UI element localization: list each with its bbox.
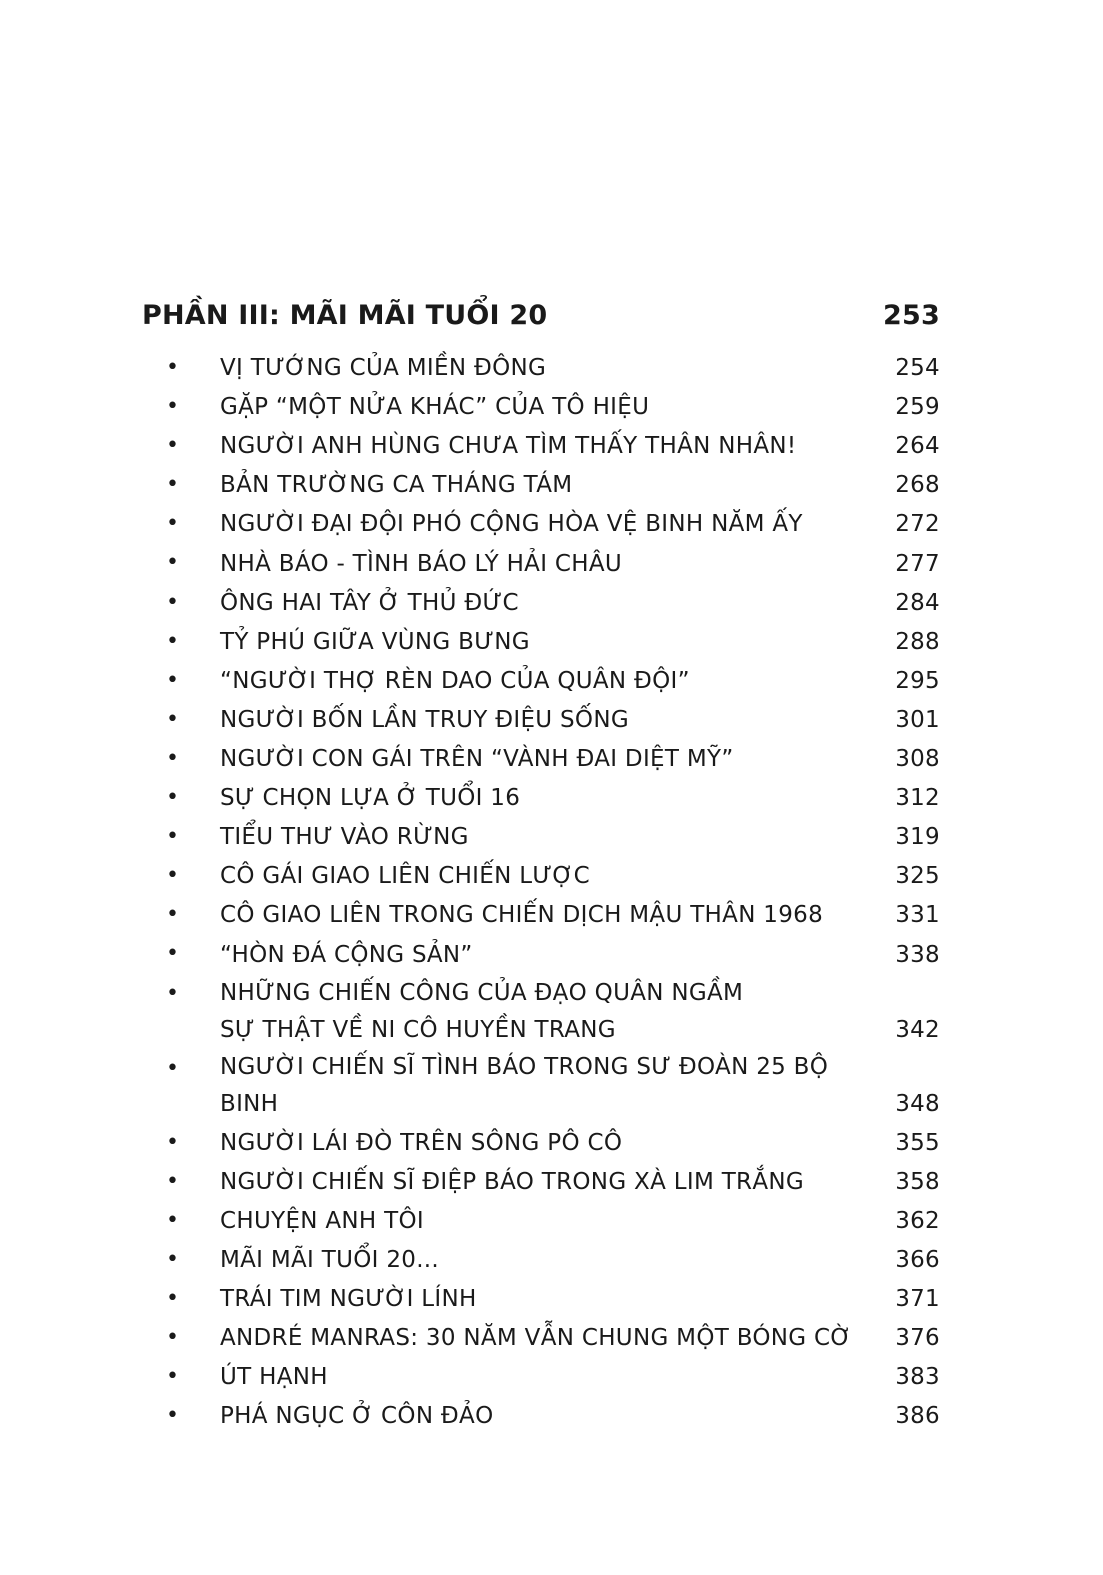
- toc-entry-page-number: 272: [895, 511, 940, 538]
- toc-entry: [142, 817, 940, 856]
- toc-entry-title: NGƯỜI ĐẠI ĐỘI PHÓ CỘNG HÒA VỆ BINH NĂM ẤY: [220, 511, 803, 538]
- toc-entry-page-number: 319: [895, 824, 940, 851]
- toc-entry: [142, 739, 940, 778]
- toc-entry-title: PHÁ NGỤC Ở CÔN ĐẢO: [220, 1403, 494, 1430]
- bullet-icon: •: [166, 1403, 180, 1429]
- toc-entry: [142, 1396, 940, 1435]
- toc-entry-page-number: 386: [895, 1403, 940, 1430]
- toc-entry: [142, 543, 940, 582]
- toc-entry-title: NHÀ BÁO - TÌNH BÁO LÝ HẢI CHÂU: [220, 550, 623, 577]
- toc-entry-title: CÔ GÁI GIAO LIÊN CHIẾN LƯỢC: [220, 863, 591, 890]
- toc-entry-title: “HÒN ĐÁ CỘNG SẢN”: [220, 941, 473, 968]
- toc-entry-page-number: 362: [895, 1207, 940, 1234]
- toc-entry: [142, 1123, 940, 1162]
- toc-entry: [142, 1201, 940, 1240]
- toc-entry-page-number: 348: [895, 1090, 940, 1117]
- toc-entry-page-number: 376: [895, 1325, 940, 1352]
- toc-entry: [142, 661, 940, 700]
- bullet-icon: •: [166, 980, 180, 1006]
- toc-entry-page-number: 338: [895, 941, 940, 968]
- section-page-number: 253: [883, 300, 940, 331]
- bullet-icon: •: [166, 472, 180, 498]
- bullet-icon: •: [166, 824, 180, 850]
- toc-entry: [142, 778, 940, 817]
- toc-entry-page-number: 284: [895, 589, 940, 616]
- toc-entry-title: TRÁI TIM NGƯỜI LÍNH: [220, 1285, 477, 1312]
- toc-entry: [142, 895, 940, 934]
- toc-entry-title: NGƯỜI CHIẾN SĨ TÌNH BÁO TRONG SƯ ĐOÀN 25 BỘ BINH: [220, 1053, 829, 1117]
- bullet-icon: •: [166, 1285, 180, 1311]
- bullet-icon: •: [166, 355, 180, 380]
- toc-entry-page-number: 371: [895, 1285, 940, 1312]
- bullet-icon: •: [166, 433, 180, 459]
- toc-entry: [142, 934, 940, 973]
- toc-entry-page-number: 301: [895, 706, 940, 733]
- toc-entry-title: GẶP “MỘT NỬA KHÁC” CỦA TÔ HIỆU: [220, 394, 650, 421]
- section-header: [142, 300, 940, 348]
- toc-entry-title: NGƯỜI LÁI ĐÒ TRÊN SÔNG PÔ CÔ: [220, 1129, 623, 1156]
- bullet-icon: •: [166, 589, 180, 615]
- toc-entry-title: CHUYỆN ANH TÔI: [220, 1207, 424, 1234]
- toc-entry-page-number: 325: [895, 863, 940, 890]
- toc-entry-page-number: 308: [895, 746, 940, 773]
- toc-entry: [142, 583, 940, 622]
- toc-entry: [142, 426, 940, 465]
- toc-entry-title: NGƯỜI BỐN LẦN TRUY ĐIỆU SỐNG: [220, 706, 629, 733]
- toc-entry-page-number: 259: [895, 394, 940, 421]
- toc-entry-title: NGƯỜI CON GÁI TRÊN “VÀNH ĐAI DIỆT MỸ”: [220, 746, 734, 773]
- toc-entry: [142, 1357, 940, 1396]
- toc-entry-title: ANDRÉ MANRAS: 30 NĂM VẪN CHUNG MỘT BÓNG CỜ: [220, 1325, 852, 1352]
- toc-entry: [142, 504, 940, 543]
- toc-entry-title: VỊ TƯỚNG CỦA MIỀN ĐÔNG: [220, 355, 547, 382]
- toc-entry-title: SỰ CHỌN LỰA Ở TUỔI 16: [220, 785, 521, 812]
- toc-entry: [142, 387, 940, 426]
- bullet-icon: •: [166, 1207, 180, 1233]
- section-title: PHẦN III: MÃI MÃI TUỔI 20: [142, 300, 548, 331]
- bullet-icon: •: [166, 1364, 180, 1390]
- toc-entry: [142, 465, 940, 504]
- bullet-icon: •: [166, 550, 180, 576]
- table-of-contents: [142, 300, 940, 1435]
- bullet-icon: •: [166, 667, 180, 693]
- bullet-icon: •: [166, 628, 180, 654]
- bullet-icon: •: [166, 706, 180, 732]
- toc-entry-title: “NGƯỜI THỢ RÈN DAO CỦA QUÂN ĐỘI”: [220, 667, 690, 694]
- bullet-icon: •: [166, 1055, 180, 1081]
- toc-entry-title: ÔNG HAI TÂY Ở THỦ ĐỨC: [220, 589, 519, 616]
- toc-entry-page-number: 342: [895, 1016, 940, 1043]
- toc-entry-title: CÔ GIAO LIÊN TRONG CHIẾN DỊCH MẬU THÂN 1968: [220, 902, 824, 929]
- bullet-icon: •: [166, 785, 180, 811]
- bullet-icon: •: [166, 1129, 180, 1155]
- toc-entry: [142, 700, 940, 739]
- bullet-icon: •: [166, 941, 180, 967]
- toc-entry: [142, 974, 940, 1049]
- bullet-icon: •: [166, 1246, 180, 1272]
- toc-entry-page-number: 331: [895, 902, 940, 929]
- toc-entry: [142, 1240, 940, 1279]
- toc-entry: [142, 1279, 940, 1318]
- toc-entry-title: BẢN TRƯỜNG CA THÁNG TÁM: [220, 472, 573, 499]
- toc-entry: [142, 1162, 940, 1201]
- toc-entry-title: TỶ PHÚ GIỮA VÙNG BƯNG: [220, 628, 530, 655]
- toc-entry-title: NGƯỜI CHIẾN SĨ ĐIỆP BÁO TRONG XÀ LIM TRẮNG: [220, 1168, 804, 1195]
- toc-entry-title: ÚT HẠNH: [220, 1364, 328, 1391]
- toc-entry-page-number: 312: [895, 785, 940, 812]
- toc-entry-page-number: 264: [895, 433, 940, 460]
- bullet-icon: •: [166, 511, 180, 537]
- toc-entry: [142, 1318, 940, 1357]
- bullet-icon: •: [166, 863, 180, 889]
- toc-entry-page-number: 268: [895, 472, 940, 499]
- toc-entry: [142, 348, 940, 387]
- bullet-icon: •: [166, 1324, 180, 1350]
- toc-entry-title: NGƯỜI ANH HÙNG CHƯA TÌM THẤY THÂN NHÂN!: [220, 433, 797, 460]
- toc-entry-page-number: 277: [895, 550, 940, 577]
- toc-entry-page-number: 355: [895, 1129, 940, 1156]
- bullet-icon: •: [166, 394, 180, 420]
- toc-entry-page-number: 366: [895, 1246, 940, 1273]
- toc-entry-title: NHỮNG CHIẾN CÔNG CỦA ĐẠO QUÂN NGẦM SỰ THẬT VỀ NI CÔ HUYỀN TRANG: [220, 979, 744, 1043]
- bullet-icon: •: [166, 1168, 180, 1194]
- toc-entry-page-number: 295: [895, 667, 940, 694]
- toc-entry-page-number: 383: [895, 1364, 940, 1391]
- toc-entry-page-number: 288: [895, 628, 940, 655]
- toc-entry-page-number: 254: [895, 355, 940, 382]
- toc-entry: [142, 856, 940, 895]
- toc-entry-title: MÃI MÃI TUỔI 20...: [220, 1246, 440, 1273]
- toc-entry: [142, 622, 940, 661]
- toc-entry: [142, 1049, 940, 1123]
- bullet-icon: •: [166, 745, 180, 771]
- toc-entry-list: [142, 348, 940, 1435]
- bullet-icon: •: [166, 902, 180, 928]
- toc-entry-title: TIỂU THƯ VÀO RỪNG: [220, 824, 469, 851]
- toc-entry-page-number: 358: [895, 1168, 940, 1195]
